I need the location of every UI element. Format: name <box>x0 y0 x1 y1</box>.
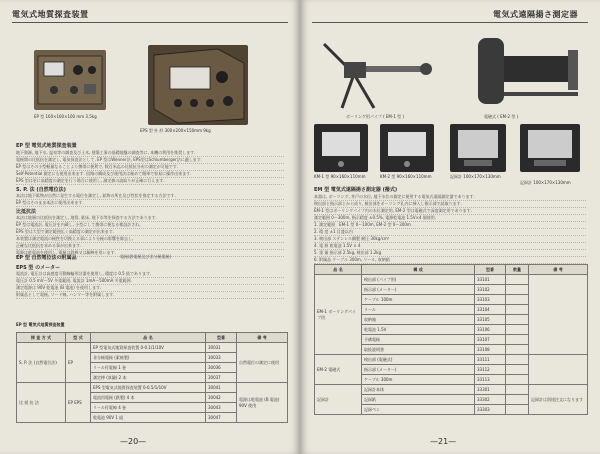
table-cell: 自然電位の測定に使用 <box>237 343 288 383</box>
table-cell: 33301 <box>475 385 506 395</box>
table-cell: 30033 <box>206 353 237 363</box>
table-cell: 33103 <box>475 295 506 305</box>
table-cell: 33303 <box>475 405 506 415</box>
table-cell: ケーブル 100m <box>362 295 475 305</box>
table-cell: EP EPS <box>66 383 91 423</box>
table-header: 構 成 <box>362 265 475 275</box>
table-cell: 33107 <box>475 335 506 345</box>
table-cell: 電源は乾電池 (B 電池) 90V 使用 <box>237 383 288 423</box>
table-cell: 記録計は別途注文になります <box>529 385 588 415</box>
text-line: 地下資源, 地下水, 温泉等の調査及び土木, 建築工事の基礎地盤の調査等に, 本機の利用を推奨します. <box>16 150 284 157</box>
photo-caption: 記録計 100×170×130mm <box>450 174 501 179</box>
table-cell: 33106 <box>475 325 506 335</box>
right-page <box>300 0 600 454</box>
subsection-body <box>16 215 284 257</box>
photo-caption: 電磁式 ( EM-2 型 ) <box>484 114 519 119</box>
table-cell: 33101 <box>475 275 506 285</box>
table-cell: 33104 <box>475 305 506 315</box>
page-number: —20— <box>120 437 147 446</box>
table-cell: 指示部 (メーター) <box>362 285 475 295</box>
text-line: 電圧計 0.5 mV～5V 多重範囲, 電流計 1mA～500mA 多重範囲. <box>16 278 284 285</box>
text-line: 本装置は測定電流の極性を切換える事により分極の影響を除去し, <box>16 236 284 243</box>
table-cell <box>506 305 529 315</box>
header-rule <box>312 22 588 23</box>
subsection-title: 比抵抗法 <box>16 209 37 215</box>
text-line: 電流計, 電圧計は高感度可動線輪形計器を使用し, 精度は 0.5 級であります. <box>16 271 284 278</box>
table-cell: EPS 型電気式地質探査装置 0-0.5/1/10V <box>91 383 206 393</box>
table-cell: 収納箱 <box>362 315 475 325</box>
probe-apparatus-icon <box>314 30 444 110</box>
detector-photo <box>458 30 586 110</box>
table-cell <box>506 345 529 355</box>
table-cell: 33102 <box>475 285 506 295</box>
text-line: 電極間の比抵抗を測定し, 電気探査法として, EP 型はWenner法, EPS型はSchlumberger法に適します. <box>16 157 284 164</box>
table-cell: 検出部 (パイプ用) <box>362 275 475 285</box>
text-line: 正確な比抵抗を求める事が出来ます. <box>16 243 284 250</box>
text-line: 検出部と指示部とから成り, 検出部をボーリング孔内に挿入し指示部で読取ります. <box>314 201 586 208</box>
table-cell: 33112 <box>475 365 506 375</box>
table-cell: 33111 <box>475 355 506 365</box>
table-cell: 取扱説明書 <box>362 345 475 355</box>
table-cell: 記録計本体 <box>362 385 475 395</box>
text-line: 測定電源は 90V 乾電池 (B 電池) を使用します. <box>16 285 284 292</box>
subsection-title: EPS 型 のメーター <box>16 265 61 271</box>
table-cell: 33105 <box>475 315 506 325</box>
table-cell: 30043 <box>206 403 237 413</box>
spec-item: 3. 検出部 ステンレス鋼製 耐圧 30kg/cm² <box>314 236 586 243</box>
eps-instrument-icon <box>148 45 248 125</box>
table-cell: 記録ペン <box>362 405 475 415</box>
table-header: 数量 <box>506 265 529 275</box>
table-header: 備 考 <box>237 333 288 343</box>
text-line: 本器は, ボーリング, 井戸の水位, 地下水位の測定に使用する電気式遠隔測定器であります. <box>314 194 586 201</box>
table-cell: S. P. 法 (自然電位法) <box>17 343 66 383</box>
table-cell <box>506 275 529 285</box>
table-cell: 予備電極 <box>362 335 475 345</box>
subsection-note: 電極(鉄電極及び非分極電極) <box>120 254 172 259</box>
table-cell <box>506 315 529 325</box>
table-cell <box>506 365 529 375</box>
table-cell: 33302 <box>475 395 506 405</box>
table-cell: 30036 <box>206 363 237 373</box>
recorder-photo <box>450 124 506 172</box>
photo-caption: KM-1 型 90×160×110mm <box>314 174 366 179</box>
table-cell <box>506 295 529 305</box>
table-row <box>315 385 588 395</box>
recorder-icon <box>450 124 506 172</box>
probe-apparatus-photo <box>314 30 444 110</box>
table-cell: リール <box>362 305 475 315</box>
table-row <box>17 343 288 353</box>
page-header: 電気式遠隔揚さ測定器 <box>493 10 578 19</box>
table-cell: ケーブル 300m <box>362 375 475 385</box>
table-cell: 指示部 (メーター) <box>362 365 475 375</box>
meter-icon <box>380 124 434 172</box>
table-cell: 記録紙 <box>362 395 475 405</box>
table-cell: 非分極電極 (素焼製) <box>91 353 206 363</box>
text-line: 本法は地下鉱物が自然に発生する電位を測定し, 鉱物の所在及び性状を推定する方法です. <box>16 193 284 200</box>
spec-item: 4. 電 源 乾電池 1.5V × 4 <box>314 243 586 250</box>
recorder-icon <box>520 124 580 172</box>
table-header: 型番 <box>475 265 506 275</box>
table-cell: 33113 <box>475 375 506 385</box>
photo-caption: KM-2 型 90×160×110mm <box>380 174 432 179</box>
subsection-body <box>16 271 284 299</box>
subsection-title: EP 型 自然電位法の附属品 <box>16 255 77 261</box>
text-line: 本法は地層の比抵抗を測定し, 地質, 鉱床, 地下水等を探査する方法であります. <box>16 215 284 222</box>
table-cell: 電流用電極 (鉄製) 4 本 <box>91 393 206 403</box>
text-line: EPS 型は更に高精度の測定を行う場合に使用し, 測定値の読取りが正確に行えます. <box>16 178 284 185</box>
meter-photo <box>314 124 368 172</box>
spec-list <box>314 222 586 264</box>
table-row <box>315 355 588 365</box>
table-cell: 30031 <box>206 343 237 353</box>
table-header: 備 考 <box>529 265 588 275</box>
detector-icon <box>458 30 586 110</box>
table-cell: 記録計 <box>315 385 362 415</box>
table-cell <box>506 285 529 295</box>
spec-table <box>16 332 288 423</box>
text-line: EP 型はその小型軽量なることより携帯に便利で, 数百米迄の比抵抗分布の測定が可能です. <box>16 164 284 171</box>
table-cell: 33108 <box>475 345 506 355</box>
photo-caption: 記録計 100×170×130mm <box>520 180 571 185</box>
spec-item: 1. 測定範囲 EM-1 型 0～100m, EM-2 型 0～300m <box>314 222 586 229</box>
section-body <box>314 194 586 222</box>
eps-instrument-photo <box>148 45 248 125</box>
page-number: —21— <box>430 437 457 446</box>
table-header: 型番 <box>206 333 237 343</box>
table-cell: EP <box>66 343 91 383</box>
text-line: EP 型はそのまま本法に使用出来ます. <box>16 200 284 207</box>
table-cell <box>506 375 529 385</box>
text-line: 測定範囲 0～300m, 指示精度 ±0.5%, 電源乾電池 1.5V×4 個使用. <box>314 215 586 222</box>
photo-caption: EPS 型 外 形 300×200×150mm 9kg <box>140 128 211 133</box>
table-header-row <box>315 265 588 275</box>
table-cell <box>529 355 588 385</box>
ep-instrument-icon <box>34 50 106 110</box>
table-cell: EM-2 電磁式 <box>315 355 362 385</box>
table-cell: 乾電池 1.5V <box>362 325 475 335</box>
spec-item: 2. 精 度 ±1 目盛以内 <box>314 229 586 236</box>
table-cell: 30041 <box>206 383 237 393</box>
subsection-title: S. P. 法 (自然電位法) <box>16 187 66 193</box>
table-cell: 乾電池 90V 1 組 <box>91 413 206 423</box>
header-rule <box>12 22 288 23</box>
table-cell: 比 抵 抗 法 <box>17 383 66 423</box>
table-cell <box>506 405 529 415</box>
table-header: 品 名 <box>315 265 362 275</box>
spec-table <box>314 264 588 415</box>
table-cell <box>506 395 529 405</box>
section-title: EM 型 電気式遠隔揚さ測定器 (撥式) <box>314 187 398 193</box>
section-body <box>16 150 284 185</box>
table-cell: EP 型電気式地質探査装置 0-0.1/1/10V <box>91 343 206 353</box>
table-cell <box>506 355 529 365</box>
table-header: 品 名 <box>91 333 206 343</box>
table-cell: 30037 <box>206 373 237 383</box>
table-cell: 測定棒 (真鍮) 2 本 <box>91 373 206 383</box>
table-cell <box>529 275 588 355</box>
text-line: 附属品として電極, リード線, ハンマー等を附属します. <box>16 292 284 299</box>
table-cell <box>506 385 529 395</box>
table-cell: 検出部 (電磁式) <box>362 355 475 365</box>
text-line: EM-1 型はボーリングパイプ内の水位測定用, EM-2 型は電磁式で深度測定用であります. <box>314 208 586 215</box>
table-cell: リール付電線 4 巻 <box>91 403 206 413</box>
meter-icon <box>314 124 368 172</box>
text-line: Self-Potential 測定にも使用出来ます. 回路の構成及び使用法は極めて簡単で容易に操作出来ます. <box>16 171 284 178</box>
table-row <box>17 383 288 393</box>
photo-caption: ボーリング用パイプ ( EM-1 型 ) <box>346 114 404 119</box>
section-title: EP 型 電気式地質探査装置 <box>16 143 77 149</box>
table-title: EP 型 電気式地質探査装置 <box>16 322 65 327</box>
photo-caption: EP 型 160×160×100 mm 3.5kg <box>34 114 97 119</box>
recorder-photo <box>520 124 580 172</box>
meter-photo <box>380 124 434 172</box>
table-header: 探 査 方 式 <box>17 333 66 343</box>
table-row <box>315 275 588 285</box>
table-cell: リール付電線 1 巻 <box>91 363 206 373</box>
table-cell <box>506 335 529 345</box>
table-cell: EM-1 ボーリングパイプ用 <box>315 275 362 355</box>
spec-item: 5. 重 量 指示部 2.5kg, 検出部 1.2kg <box>314 250 586 257</box>
page-header: 電気式地質探査装置 <box>12 10 89 19</box>
table-cell <box>506 325 529 335</box>
table-cell: 30042 <box>206 393 237 403</box>
spec-item: 6. 附属品 ケーブル 300m, リール, 収納箱 <box>314 257 586 264</box>
ep-instrument-photo <box>34 50 106 110</box>
text-line: EPS 型は大型で測定範囲広く高精度の測定が出来ます. <box>16 229 284 236</box>
table-cell: 30047 <box>206 413 237 423</box>
table-header: 型 式 <box>66 333 91 343</box>
text-line: EP 型は電流計, 電圧計を内蔵し, 小型にして携帯に便なる様設計され, <box>16 222 284 229</box>
subsection-body <box>16 193 284 207</box>
text-line: 電源は乾電池を使用し, 電極は鉄棒又は銅棒を用います. <box>16 250 284 257</box>
table-header-row <box>17 333 288 343</box>
